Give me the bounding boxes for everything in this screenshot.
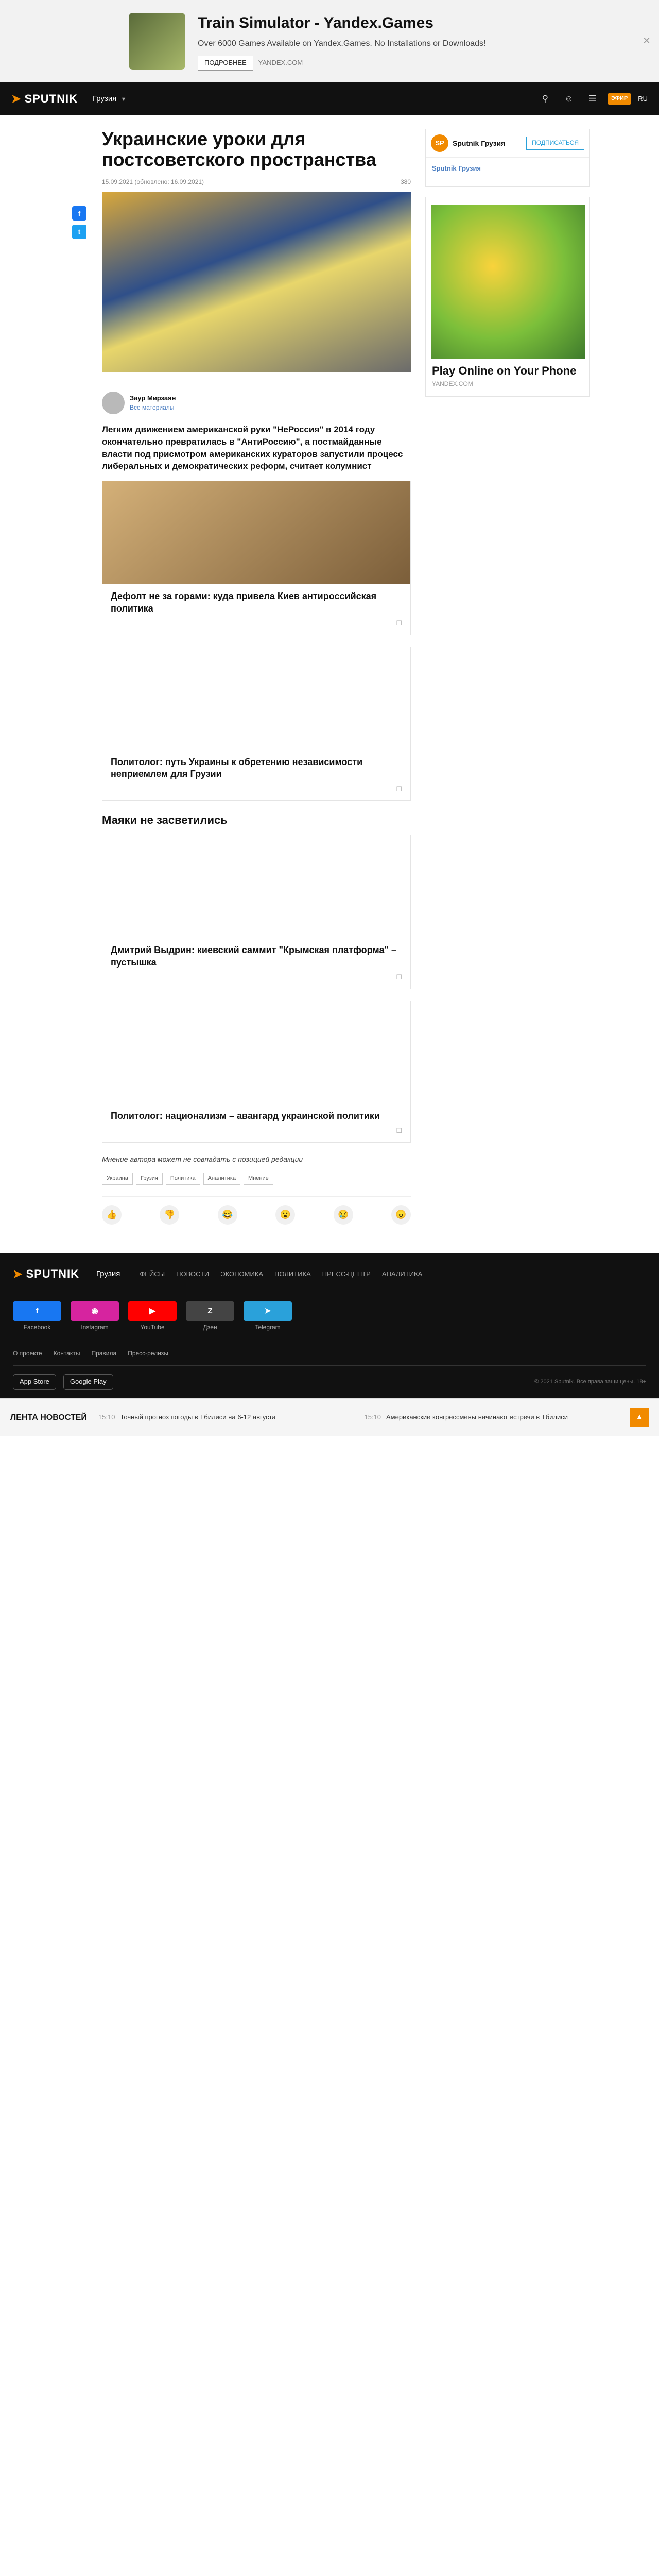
subscribe-button[interactable]: ПОДПИСАТЬСЯ [526, 137, 584, 149]
social-telegram[interactable] [244, 1301, 292, 1332]
ad-details-button[interactable]: ПОДРОБНЕЕ [198, 56, 253, 71]
related-card-title[interactable]: Дефолт не за горами: куда привела Киев антироссийская политика [111, 591, 377, 614]
ticker-item[interactable] [98, 1413, 353, 1422]
author-info [130, 394, 176, 412]
close-icon[interactable]: ✕ [643, 36, 651, 46]
telegram-widget [425, 129, 590, 187]
bookmark-icon[interactable]: ☐ [396, 973, 402, 981]
live-badge[interactable]: ЭФИР [608, 93, 631, 105]
ticker-text[interactable]: Американские конгрессмены начинают встречи в Тбилиси [386, 1413, 568, 1421]
article [102, 129, 411, 1248]
region-label: Грузия [93, 94, 117, 104]
copyright: © 2021 Sputnik. Все права защищены. 18+ [534, 1378, 646, 1385]
tag-list [102, 1173, 411, 1185]
ad-actions [198, 56, 627, 71]
footer-link[interactable]: О проекте [13, 1349, 42, 1357]
hero-caption [102, 375, 411, 383]
social-facebook[interactable] [13, 1301, 61, 1332]
ticker-item[interactable] [364, 1413, 619, 1422]
ad-subtitle: Over 6000 Games Available on Yandex.Games. No Installations or Downloads! [198, 39, 486, 48]
social-label: Instagram [81, 1324, 109, 1331]
bookmark-icon[interactable]: ☐ [396, 785, 402, 793]
footer-nav [140, 1269, 422, 1279]
news-ticker [0, 1398, 659, 1436]
hero-image[interactable] [102, 192, 411, 372]
menu-icon[interactable]: ☰ [588, 93, 597, 104]
related-card[interactable] [102, 481, 411, 635]
social-label: Telegram [255, 1324, 281, 1331]
author-materials-link[interactable]: Все материалы [130, 403, 175, 411]
logo-text: SPUTNIK [24, 92, 78, 106]
channel-avatar[interactable]: SP [431, 134, 448, 152]
related-card-title[interactable]: Дмитрий Выдрин: киевский саммит "Крымская платформа" – пустышка [111, 945, 397, 968]
social-instagram[interactable] [71, 1301, 119, 1332]
page-layout [72, 115, 587, 1248]
footer-links [13, 1342, 646, 1366]
article-meta [102, 178, 411, 187]
angry-reaction-icon[interactable]: 😠 [391, 1205, 411, 1225]
footer-bottom [13, 1366, 646, 1390]
tag[interactable]: Политика [166, 1173, 200, 1185]
sidebar-ad-title[interactable]: Play Online on Your Phone [432, 364, 577, 377]
article-date: 15.09.2021 (обновлено: 16.09.2021) [102, 178, 204, 185]
related-card[interactable] [102, 1001, 411, 1143]
tag[interactable]: Грузия [136, 1173, 163, 1185]
share-column [72, 129, 88, 1248]
dislike-reaction-icon[interactable]: 👎 [160, 1205, 179, 1225]
footer-nav-item[interactable]: АНАЛИТИКА [381, 1269, 423, 1278]
ticker-time: 15:10 [98, 1413, 115, 1421]
ticker-time: 15:10 [364, 1413, 381, 1421]
related-card-title[interactable]: Политолог: путь Украины к обретению независимости неприемлем для Грузии [111, 756, 363, 779]
feed-title[interactable]: Sputnik Грузия [432, 164, 481, 172]
sputnik-logo-icon: ➤ [13, 1267, 23, 1281]
sad-reaction-icon[interactable]: 😢 [334, 1205, 353, 1225]
search-icon[interactable]: ⚲ [542, 93, 549, 104]
footer-logo[interactable] [13, 1266, 79, 1282]
ad-domain: YANDEX.COM [258, 58, 303, 66]
footer-link[interactable]: Контакты [53, 1349, 80, 1357]
channel-feed [426, 158, 589, 186]
instagram-icon: ◉ [71, 1301, 119, 1321]
related-card-image[interactable] [102, 835, 410, 938]
footer-link[interactable]: Правила [91, 1349, 117, 1357]
sputnik-logo-icon: ➤ [11, 92, 22, 106]
bookmark-icon[interactable]: ☐ [396, 619, 402, 627]
chevron-down-icon: ▼ [120, 96, 127, 103]
social-dzen[interactable] [186, 1301, 234, 1332]
footer-top [13, 1266, 646, 1292]
social-label: Дзен [203, 1324, 217, 1331]
tag[interactable]: Мнение [244, 1173, 273, 1185]
editorial-disclaimer: Мнение автора может не совпадать с позицией редакции [102, 1155, 303, 1164]
related-card-meta [102, 973, 410, 989]
sidebar-ad-domain: YANDEX.COM [432, 380, 473, 388]
related-card-image[interactable] [102, 647, 410, 750]
related-card-meta [102, 1126, 410, 1142]
footer-social [13, 1292, 646, 1342]
social-youtube[interactable] [128, 1301, 177, 1332]
related-card-title[interactable]: Политолог: национализм – авангард украинской политики [111, 1110, 380, 1121]
ticker-label[interactable]: ЛЕНТА НОВОСТЕЙ [10, 1413, 87, 1422]
ad-banner[interactable] [0, 0, 659, 82]
ticker-text[interactable]: Точный прогноз погоды в Тбилиси на 6-12 августа [120, 1413, 276, 1421]
footer-region[interactable]: Грузия [89, 1268, 120, 1280]
ad-title[interactable]: Train Simulator - Yandex.Games [198, 14, 433, 32]
social-label: YouTube [140, 1324, 165, 1331]
google-play-button[interactable]: Google Play [63, 1374, 113, 1390]
sidebar [425, 129, 590, 1248]
region-selector[interactable] [85, 93, 126, 105]
footer-nav-item[interactable]: ФЕЙСЫ [140, 1269, 165, 1278]
article-title: Украинские уроки для постсоветского пространства [102, 128, 376, 171]
related-card-image[interactable] [102, 1001, 410, 1104]
tag[interactable]: Аналитика [203, 1173, 240, 1185]
social-label: Facebook [23, 1324, 51, 1331]
tag[interactable]: Украина [102, 1173, 133, 1185]
sidebar-ad[interactable] [425, 197, 590, 397]
site-header [0, 82, 659, 115]
section-heading: Маяки не засветились [102, 814, 228, 827]
related-card-image[interactable] [102, 481, 410, 584]
ad-thumbnail[interactable] [129, 13, 185, 70]
surprise-reaction-icon[interactable]: 😮 [275, 1205, 295, 1225]
bookmark-icon[interactable]: ☐ [396, 1127, 402, 1135]
author-name[interactable]: Заур Мирзаян [130, 394, 176, 402]
related-card[interactable] [102, 835, 411, 989]
footer-nav-item[interactable]: НОВОСТИ [176, 1269, 210, 1278]
site-footer [0, 1253, 659, 1398]
ad-text [198, 12, 627, 71]
avatar[interactable] [102, 392, 125, 414]
scroll-to-top-icon[interactable]: ▲ [630, 1408, 649, 1427]
footer-link[interactable]: Пресс-релизы [128, 1349, 168, 1357]
facebook-icon: f [13, 1301, 61, 1321]
channel-info [453, 138, 505, 148]
twitter-share-icon[interactable]: t [72, 225, 86, 239]
footer-nav-item[interactable]: ПОЛИТИКА [274, 1269, 311, 1278]
youtube-icon: ▶ [128, 1301, 177, 1321]
user-icon[interactable]: ☺ [564, 93, 574, 104]
telegram-icon: ➤ [244, 1301, 292, 1321]
site-logo[interactable] [11, 91, 78, 107]
footer-logo-text: SPUTNIK [26, 1267, 79, 1281]
language-switch[interactable]: RU [638, 94, 648, 103]
facebook-share-icon[interactable]: f [72, 206, 86, 221]
related-card-meta [102, 619, 410, 635]
footer-inner [13, 1266, 646, 1390]
sidebar-ad-image[interactable] [431, 205, 585, 359]
related-card-meta [102, 785, 410, 801]
app-store-button[interactable]: App Store [13, 1374, 56, 1390]
footer-nav-item[interactable]: ПРЕСС-ЦЕНТР [322, 1269, 371, 1278]
footer-nav-item[interactable]: ЭКОНОМИКА [220, 1269, 264, 1278]
reactions-bar [102, 1196, 411, 1233]
article-lead: Легким движением американской руки "НеРоссия" в 2014 году окончательно превратилась в "АнтиРоссию", а постмайданные власти под присмотром американских кураторов запустили процесс либеральных и демократических реформ, считает колумнист [102, 424, 403, 471]
author-block [102, 392, 411, 414]
channel-name[interactable]: Sputnik Грузия [453, 139, 506, 147]
dzen-icon: Z [186, 1301, 234, 1321]
article-views: 380 [400, 178, 411, 185]
laugh-reaction-icon[interactable]: 😂 [218, 1205, 237, 1225]
related-card[interactable] [102, 647, 411, 801]
telegram-widget-header [426, 129, 589, 158]
like-reaction-icon[interactable]: 👍 [102, 1205, 122, 1225]
